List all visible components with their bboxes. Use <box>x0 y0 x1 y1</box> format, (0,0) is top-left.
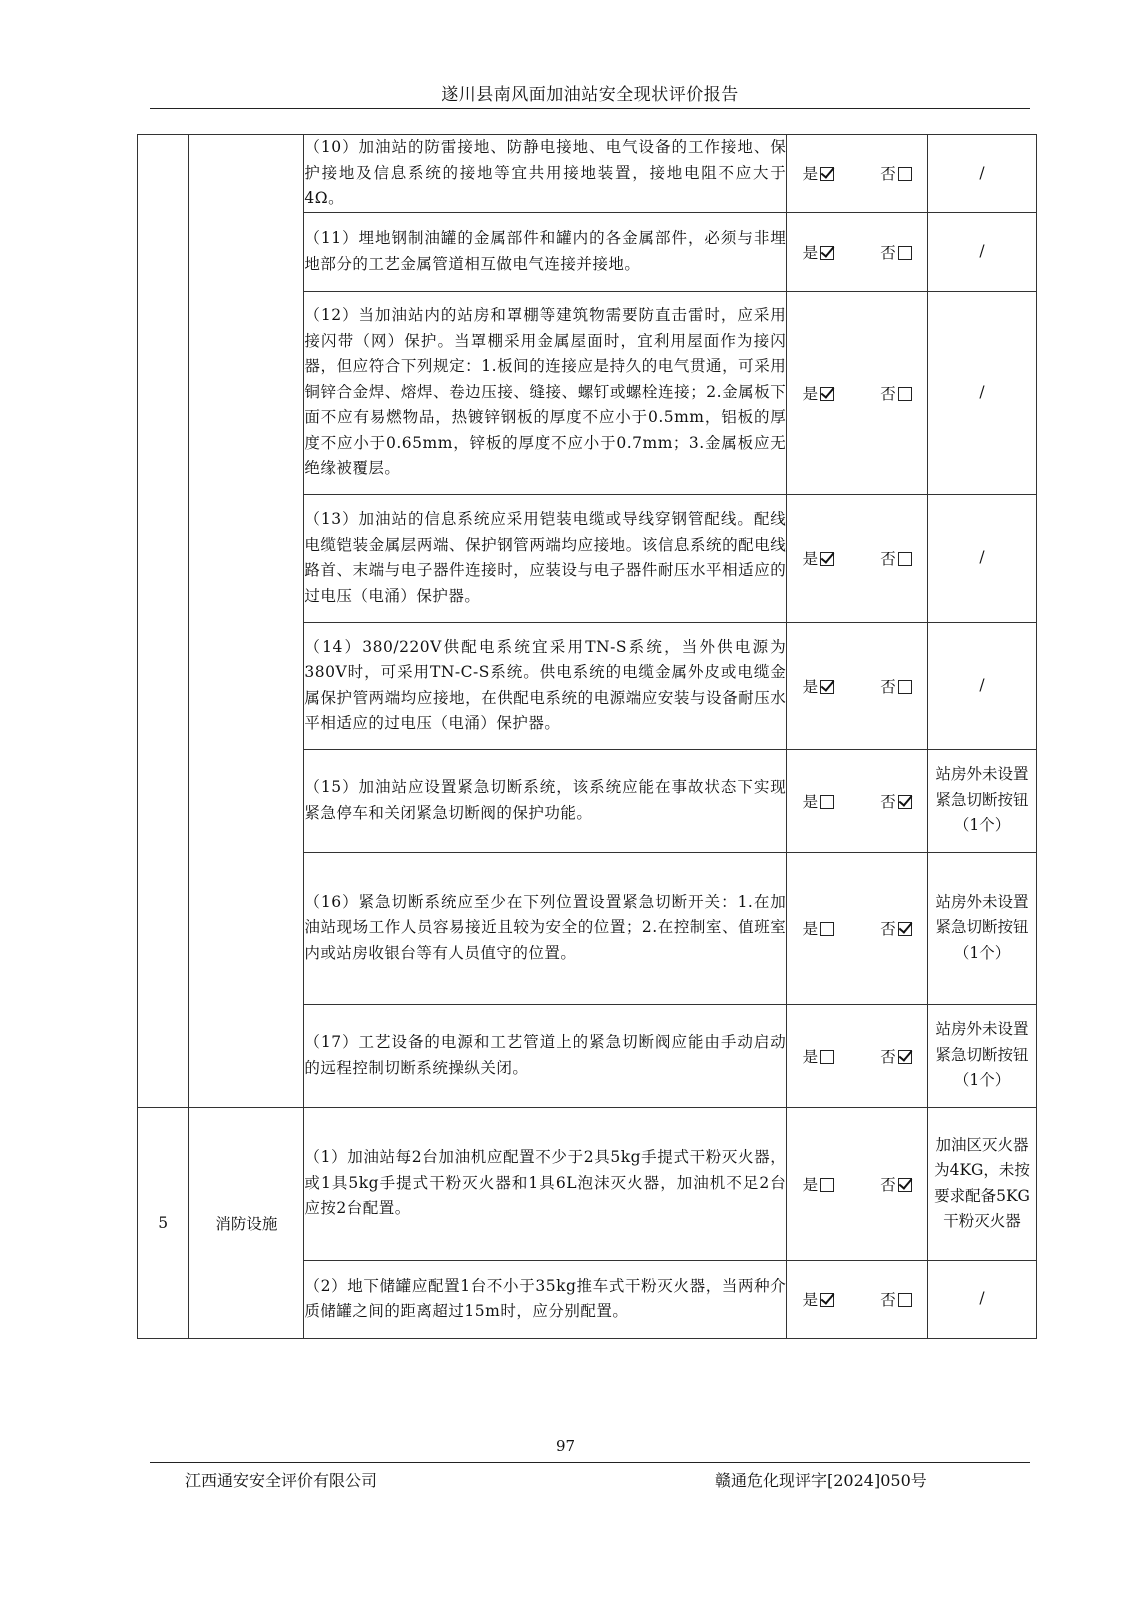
yes-option <box>803 1045 835 1067</box>
table-row <box>138 135 1037 213</box>
yes-label: 是 <box>802 165 819 184</box>
no-option <box>880 382 912 404</box>
no-option <box>880 917 912 939</box>
checkbox-checked-icon <box>898 1178 912 1192</box>
checkbox-empty-icon <box>898 1293 912 1307</box>
section-number-cell: 5 <box>138 1107 189 1338</box>
remark-cell: / <box>928 622 1037 749</box>
no-label: 否 <box>880 920 896 938</box>
requirement-text: （13）加油站的信息系统应采用铠装电缆或导线穿钢管配线。配线电缆铠装金属层两端、保护钢管两端均应接地。该信息系统的配电线路首、末端与电子器件连接时，应装设与电子器件耐压水平相适应的过电压（电涌）保护器。 <box>304 494 787 622</box>
requirement-text: （16）紧急切断系统应至少在下列位置设置紧急切断开关：1.在加油站现场工作人员容易接近且较为安全的位置；2.在控制室、值班室内或站房收银台等有人员值守的位置。 <box>304 852 787 1004</box>
no-label: 否 <box>880 165 896 184</box>
check-cell <box>787 622 928 749</box>
checkbox-empty-icon <box>898 680 912 694</box>
no-option <box>880 1288 912 1310</box>
requirement-text: （2）地下储罐应配置1台不小于35kg推车式干粉灭火器，当两种介质储罐之间的距离超过15m时，应分别配置。 <box>304 1260 787 1338</box>
no-label: 否 <box>880 1175 896 1194</box>
requirement-text: （12）当加油站内的站房和罩棚等建筑物需要防直击雷时，应采用接闪带（网）保护。当罩棚采用金属屋面时，宜利用屋面作为接闪器，但应符合下列规定：1.板间的连接应是持久的电气贯通，可采用铜锌合金焊、熔焊、卷边压接、缝接、螺钉或螺栓连接；2.金属板下面不应有易燃物品，热镀锌钢板的厚度不应小于0.5mm，铝板的厚度不应小于0.65mm，锌板的厚度不应小于0.7mm；3.金属板应无绝缘被覆层。 <box>304 291 787 494</box>
no-label: 否 <box>880 792 896 811</box>
checkbox-checked-icon <box>820 246 834 260</box>
remark-cell: / <box>928 212 1037 291</box>
yes-option <box>803 1173 835 1195</box>
checkbox-checked-icon <box>820 680 834 694</box>
inspection-table <box>137 134 1037 1339</box>
section-category-cell <box>189 135 304 1108</box>
footer-divider <box>150 1462 1030 1463</box>
checkbox-checked-icon <box>820 387 834 401</box>
yes-option <box>803 917 835 939</box>
no-option <box>880 547 912 569</box>
check-cell <box>787 212 928 291</box>
table-row <box>138 1107 1037 1260</box>
yes-label: 是 <box>802 550 819 568</box>
check-cell <box>787 749 928 852</box>
check-cell <box>787 852 928 1004</box>
page-header-title: 遂川县南风面加油站安全现状评价报告 <box>441 85 739 105</box>
remark-cell: / <box>928 135 1037 213</box>
requirement-text: （15）加油站应设置紧急切断系统，该系统应能在事故状态下实现紧急停车和关闭紧急切断阀的保护功能。 <box>304 749 787 852</box>
yes-label: 是 <box>802 243 819 262</box>
yes-option <box>803 547 835 569</box>
checkbox-empty-icon <box>820 922 834 936</box>
yes-option <box>803 1288 835 1310</box>
header-divider <box>150 108 1030 109</box>
checkbox-checked-icon <box>820 552 834 566</box>
no-label: 否 <box>880 550 896 568</box>
remark-cell: / <box>928 1260 1037 1338</box>
no-option <box>880 1045 912 1067</box>
checkbox-checked-icon <box>820 1293 834 1307</box>
yes-option <box>803 790 835 812</box>
yes-option <box>803 382 835 404</box>
check-cell <box>787 291 928 494</box>
yes-label: 是 <box>802 920 819 938</box>
checkbox-empty-icon <box>820 1178 834 1192</box>
yes-label: 是 <box>802 1175 819 1194</box>
remark-cell: 站房外未设置紧急切断按钮（1个） <box>928 749 1037 852</box>
no-label: 否 <box>880 1291 896 1309</box>
remark-cell: / <box>928 291 1037 494</box>
checkbox-checked-icon <box>898 922 912 936</box>
no-option <box>880 675 912 697</box>
yes-label: 是 <box>802 677 819 696</box>
requirement-text: （1）加油站每2台加油机应配置不少于2具5kg手提式干粉灭火器，或1具5kg手提式干粉灭火器和1具6L泡沫灭火器，加油机不足2台应按2台配置。 <box>304 1107 787 1260</box>
remark-cell: 加油区灭火器为4KG，未按要求配备5KG干粉灭火器 <box>928 1107 1037 1260</box>
yes-label: 是 <box>802 1047 819 1066</box>
yes-option <box>803 241 835 263</box>
no-option <box>880 162 912 184</box>
check-cell <box>787 1260 928 1338</box>
no-label: 否 <box>880 1047 896 1066</box>
no-option <box>880 1173 912 1195</box>
remark-cell: 站房外未设置紧急切断按钮（1个） <box>928 1004 1037 1107</box>
checkbox-checked-icon <box>898 1050 912 1064</box>
yes-option <box>803 675 835 697</box>
checkbox-empty-icon <box>898 167 912 181</box>
checkbox-empty-icon <box>820 795 834 809</box>
yes-option <box>803 162 835 184</box>
no-label: 否 <box>880 243 896 262</box>
remark-cell: 站房外未设置紧急切断按钮（1个） <box>928 852 1037 1004</box>
yes-label: 是 <box>802 792 819 811</box>
footer-company: 江西通安安全评价有限公司 <box>185 1471 378 1490</box>
checkbox-empty-icon <box>898 387 912 401</box>
section-category-cell: 消防设施 <box>189 1107 304 1338</box>
checkbox-checked-icon <box>820 167 834 181</box>
yes-label: 是 <box>802 384 819 403</box>
check-cell <box>787 494 928 622</box>
requirement-text: （17）工艺设备的电源和工艺管道上的紧急切断阀应能由手动启动的远程控制切断系统操纵关闭。 <box>304 1004 787 1107</box>
requirement-text: （11）埋地钢制油罐的金属部件和罐内的各金属部件，必须与非埋地部分的工艺金属管道相互做电气连接并接地。 <box>304 212 787 291</box>
no-option <box>880 790 912 812</box>
section-number-cell <box>138 135 189 1108</box>
checkbox-checked-icon <box>898 795 912 809</box>
checkbox-empty-icon <box>820 1050 834 1064</box>
requirement-text: （14）380/220V供配电系统宜采用TN-S系统，当外供电源为380V时，可采用TN-C-S系统。供电系统的电缆金属外皮或电缆金属保护管两端均应接地，在供配电系统的电源端应安装与设备耐压水平相适应的过电压（电涌）保护器。 <box>304 622 787 749</box>
remark-cell: / <box>928 494 1037 622</box>
check-cell <box>787 135 928 213</box>
footer-doc-code: 赣通危化现评字[2024]050号 <box>715 1471 927 1490</box>
no-option <box>880 241 912 263</box>
page-number: 97 <box>555 1437 576 1455</box>
yes-label: 是 <box>802 1291 819 1309</box>
check-cell <box>787 1107 928 1260</box>
no-label: 否 <box>880 677 896 696</box>
no-label: 否 <box>880 384 896 403</box>
check-cell <box>787 1004 928 1107</box>
checkbox-empty-icon <box>898 552 912 566</box>
requirement-text: （10）加油站的防雷接地、防静电接地、电气设备的工作接地、保护接地及信息系统的接地等宜共用接地装置，接地电阻不应大于4Ω。 <box>304 135 787 213</box>
checkbox-empty-icon <box>898 246 912 260</box>
